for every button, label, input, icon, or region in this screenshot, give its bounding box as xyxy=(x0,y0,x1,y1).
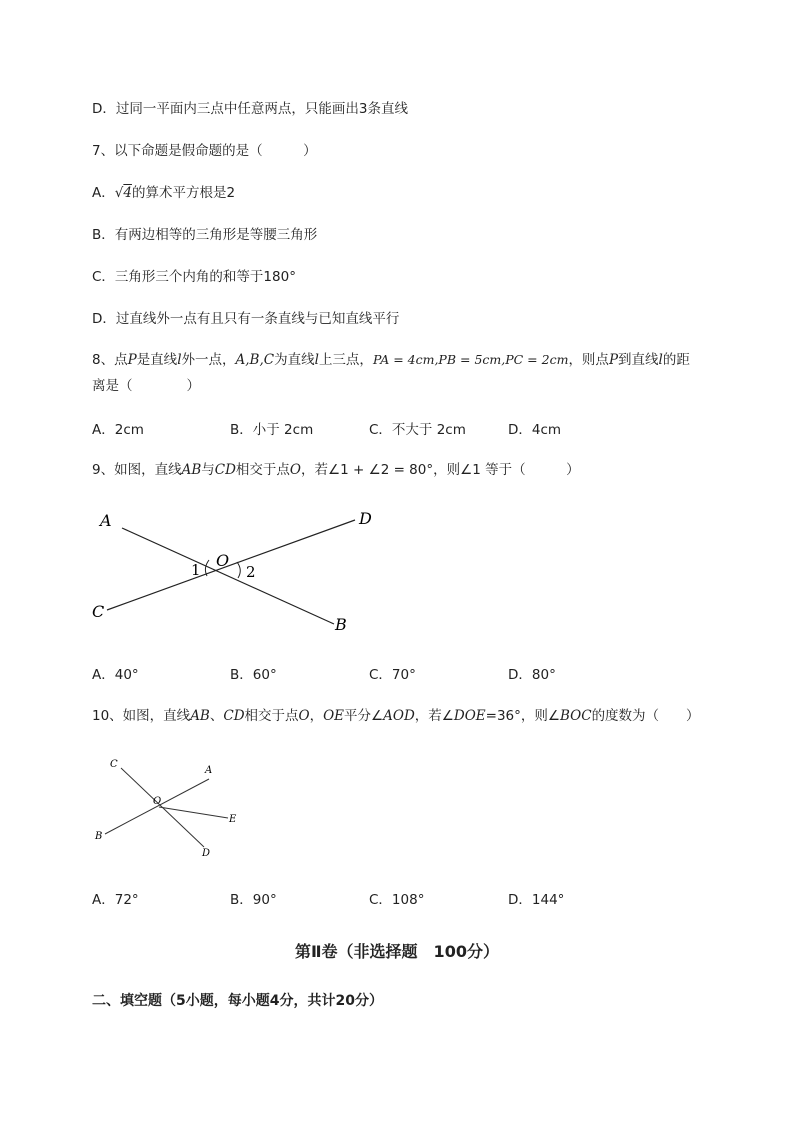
part2-title: 二、填空题（5小题，每小题4分，共计20分） xyxy=(92,993,383,1009)
q9-label-1: 1 xyxy=(191,561,201,579)
q10-text: 相交于点 xyxy=(244,708,299,724)
q7-option-a-prefix: A． xyxy=(92,185,115,201)
q9-option-d: D．80° xyxy=(508,667,556,683)
q8-line-l: l xyxy=(314,352,319,368)
q8-stem-line1 xyxy=(92,351,690,369)
q8-lengths: PA = 4cm,PB = 5cm,PC = 2cm xyxy=(372,352,569,367)
q10-option-c: C．108° xyxy=(369,892,425,908)
q8-text: 是直线 xyxy=(136,352,178,368)
q10-stem xyxy=(92,707,700,725)
q7-stem: 7、以下命题是假命题的是（ ） xyxy=(92,143,317,159)
q9-line-cd-segment xyxy=(107,520,355,610)
q10-label-b: B xyxy=(95,831,103,842)
q8-line-l: l xyxy=(658,352,663,368)
q10-line-cd: CD xyxy=(223,708,245,724)
q8-text: 8、点 xyxy=(92,352,128,368)
q9-stem xyxy=(92,461,580,479)
q8-point-p: P xyxy=(608,352,619,368)
q9-figure xyxy=(85,500,385,640)
q7-option-c: C．三角形三个内角的和等于180° xyxy=(92,269,296,285)
q8-option-a: A．2cm xyxy=(92,422,144,438)
q10-text: ， xyxy=(309,708,324,724)
q8-option-c: C．不大于 2cm xyxy=(369,422,466,438)
q10-angle-aod: AOD xyxy=(383,708,415,724)
q9-option-b: B．60° xyxy=(230,667,277,683)
q8-text: 上三点， xyxy=(318,352,373,368)
q10-option-b: B．90° xyxy=(230,892,277,908)
q8-text: ，则点 xyxy=(568,352,609,368)
q10-ray-oe-segment xyxy=(159,807,228,818)
q10-point-o: O xyxy=(298,708,310,724)
q9-line-cd: CD xyxy=(214,462,236,478)
q10-text: 的度数为（ ） xyxy=(591,708,700,724)
q9-text: 与 xyxy=(201,462,215,478)
section-title: 第Ⅱ卷（非选择题 100分） xyxy=(295,942,499,961)
q9-label-d: D xyxy=(359,509,372,528)
q8-points-abc: A,B,C xyxy=(235,352,275,368)
q10-text: 10、如图，直线 xyxy=(92,708,191,724)
q8-text: 外一点， xyxy=(181,352,236,368)
sqrt-symbol: √4 xyxy=(114,185,132,201)
q8-text: 为直线 xyxy=(274,352,315,368)
q9-line-ab-segment xyxy=(122,528,334,624)
q10-option-a: A．72° xyxy=(92,892,139,908)
q8-text: 的距 xyxy=(662,352,690,368)
q8-stem-line2: 离是（ ） xyxy=(92,378,200,394)
q9-label-2: 2 xyxy=(246,563,256,581)
q10-label-o: O xyxy=(153,796,162,807)
q9-text: 9、如图，直线 xyxy=(92,462,182,478)
q10-label-a: A xyxy=(205,765,213,776)
q9-label-b: B xyxy=(335,615,347,634)
q9-point-o: O xyxy=(289,462,301,478)
q9-label-o: O xyxy=(216,551,230,570)
q10-line-ab: AB xyxy=(190,708,210,724)
q10-label-d: D xyxy=(202,848,211,859)
q9-option-a: A．40° xyxy=(92,667,139,683)
q8-option-d: D．4cm xyxy=(508,422,562,438)
q7-radicand: 4 xyxy=(123,185,132,201)
q10-angle-doe: DOE xyxy=(453,708,486,724)
q10-text: 、 xyxy=(209,708,224,724)
q8-text: 到直线 xyxy=(618,352,659,368)
q10-label-c: C xyxy=(110,759,118,770)
q7-option-a xyxy=(92,184,235,202)
q9-label-c: C xyxy=(92,602,105,621)
q9-angle2-arc xyxy=(237,562,240,578)
q10-option-d: D．144° xyxy=(508,892,565,908)
q10-text: ，若∠ xyxy=(414,708,454,724)
q9-option-c: C．70° xyxy=(369,667,416,683)
q10-label-e: E xyxy=(229,814,237,825)
q10-text: 平分∠ xyxy=(344,708,384,724)
q6-option-d: D．过同一平面内三点中任意两点，只能画出3条直线 xyxy=(92,101,408,117)
q9-text: ，若∠1 + ∠2 = 80°，则∠1 等于（ ） xyxy=(301,462,580,478)
q10-angle-boc: BOC xyxy=(559,708,592,724)
q10-text: =36°，则∠ xyxy=(485,708,560,724)
q10-figure xyxy=(88,752,258,867)
q8-option-b: B．小于 2cm xyxy=(230,422,314,438)
q9-line-ab: AB xyxy=(181,462,202,478)
q9-label-a: A xyxy=(100,511,112,530)
q7-option-b: B．有两边相等的三角形是等腰三角形 xyxy=(92,227,318,243)
q10-ray-oe: OE xyxy=(323,708,345,724)
q8-point-p: P xyxy=(127,352,137,368)
q8-line-l: l xyxy=(177,352,182,368)
q7-option-d: D．过直线外一点有且只有一条直线与已知直线平行 xyxy=(92,311,400,327)
q9-text: 相交于点 xyxy=(235,462,290,478)
q7-option-a-suffix: 的算术平方根是2 xyxy=(131,185,236,201)
